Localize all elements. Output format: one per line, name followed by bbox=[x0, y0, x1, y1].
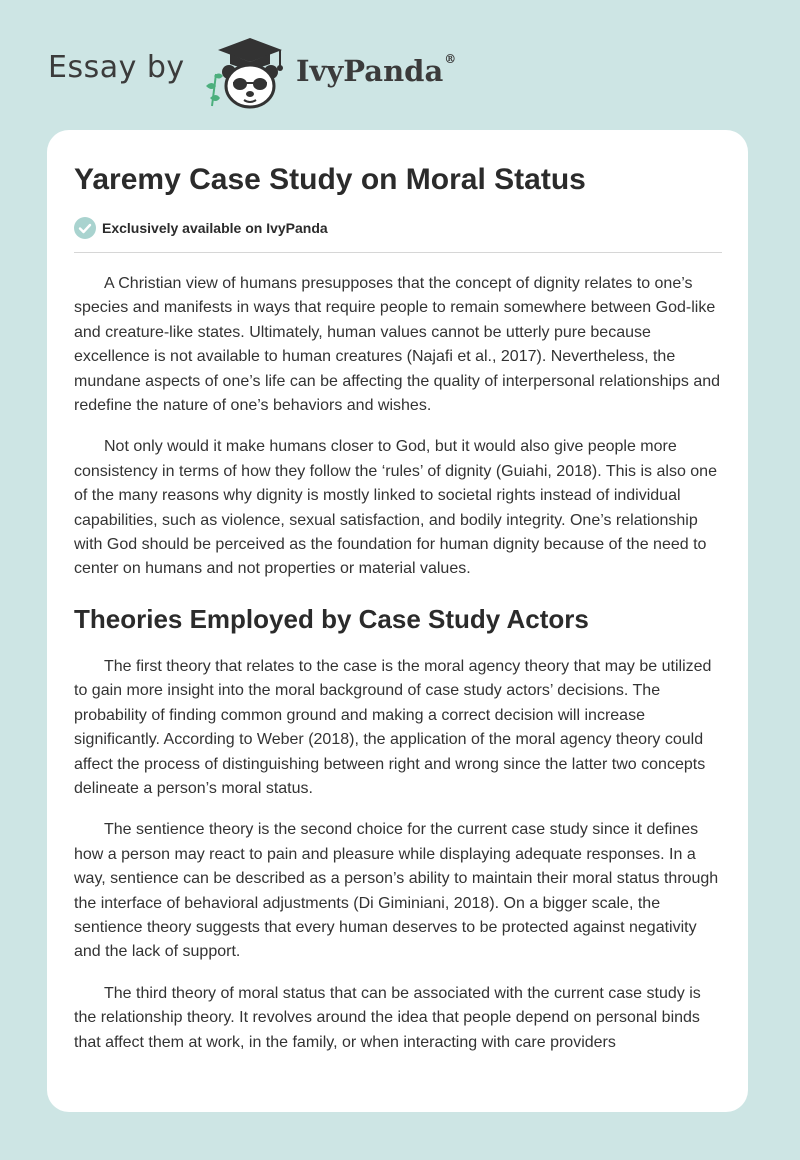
section-heading: Theories Employed by Case Study Actors bbox=[74, 603, 589, 634]
paragraph: A Christian view of humans presupposes that the concept of dignity relates to one’s species and manifests in ways that require people to remain somewhere between God-like and creature-like states. Ultimately, human values cannot be utterly pure because excellence is not available to human creatures (Najafi et al., 2017). Nevertheless, the mundane aspects of one’s life can be affecting the quality of interpersonal relationships and redefine the nature of one’s behaviors and wishes. bbox=[74, 275, 721, 415]
brand-name[interactable] bbox=[296, 54, 456, 88]
article-content bbox=[74, 160, 722, 1055]
paragraph: Not only would it make humans closer to God, but it would also give people more consistency in terms of how they follow the ‘rules’ of dignity (Guiahi, 2018). This is also one of the many reasons why dignity is mostly linked to societal rights instead of individual capabilities, such as violence, sexual satisfaction, and bodily integrity. One’s relationship with God should be perceived as the foundation for human dignity because of the need to center on humans and not properties or material values. bbox=[74, 438, 717, 578]
article-card bbox=[47, 130, 748, 1112]
paragraph: The sentience theory is the second choice for the current case study since it defines how a person may react to pain and pleasure while displaying adequate responses. In a way, sentience can be described as a person’s ability to maintain their moral status through the interface of behavioral adjustments (Di Giminiani, 2018). On a bigger scale, the sentience theory suggests that every human deserves to be protected against negativity and the lack of support. bbox=[74, 821, 719, 961]
article-title: Yaremy Case Study on Moral Status bbox=[74, 163, 586, 196]
check-circle-icon bbox=[74, 217, 96, 239]
ivypanda-logo-icon[interactable] bbox=[200, 34, 292, 110]
essay-by-label: Essay by bbox=[48, 50, 185, 85]
paragraph: The first theory that relates to the case is the moral agency theory that may be utilized to gain more insight into the moral background of case study actors’ decisions. The probability of finding common ground and making a correct decision will increase significantly. According to Weber (2018), the application of the moral agency theory could affect the process of distinguishing between right and wrong since the latter two concepts delineate a person’s moral status. bbox=[74, 657, 712, 797]
site-header bbox=[0, 0, 800, 130]
exclusive-badge bbox=[74, 217, 722, 239]
registered-mark: ® bbox=[444, 52, 457, 66]
paragraph: The third theory of moral status that can be associated with the current case study is the relationship theory. It revolves around the idea that people depend on personal binds that affect them at work, in the family, or when interacting with care providers bbox=[74, 984, 701, 1051]
brand-name-text: IvyPanda bbox=[296, 54, 444, 88]
exclusive-label: Exclusively available on IvyPanda bbox=[102, 220, 328, 236]
divider bbox=[74, 252, 722, 253]
